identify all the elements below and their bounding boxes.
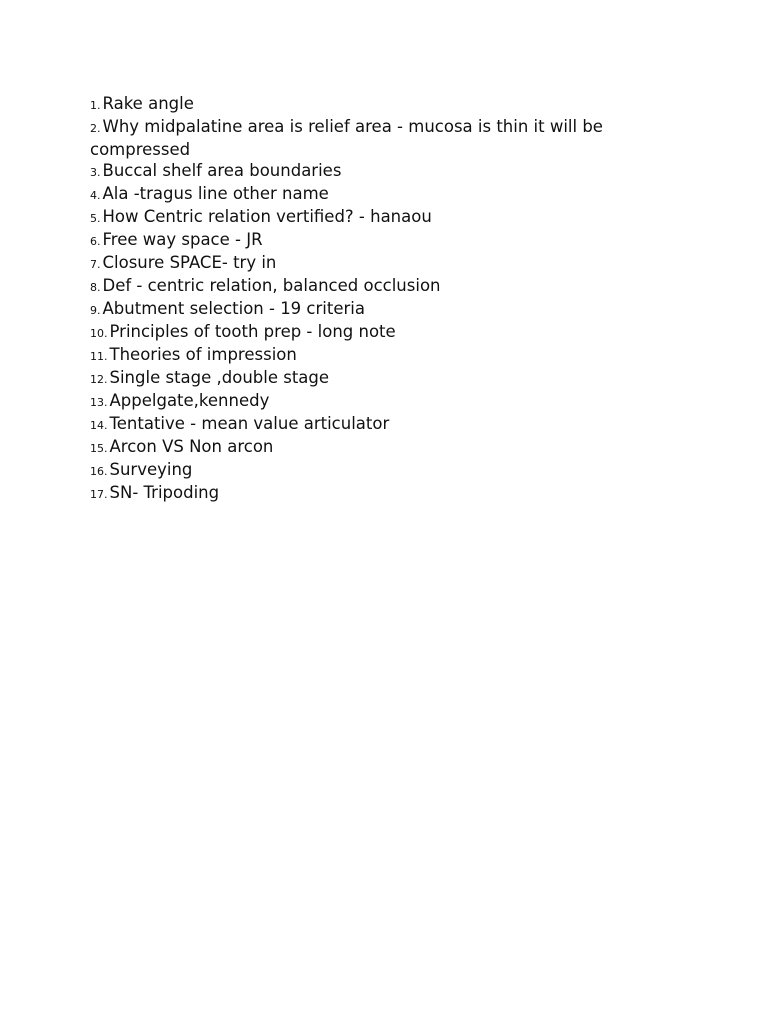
item-text: Theories of impression <box>109 345 297 364</box>
list-item <box>90 183 650 206</box>
item-number: 7. <box>90 258 101 271</box>
item-number: 13. <box>90 396 108 409</box>
item-text: Def - centric relation, balanced occlusion <box>102 276 441 295</box>
item-number: 14. <box>90 419 108 432</box>
list-item <box>90 252 650 275</box>
item-text: How Centric relation vertified? - hanaou <box>102 207 432 226</box>
list-item <box>90 482 650 505</box>
item-text: Appelgate,kennedy <box>109 391 270 410</box>
item-text: Single stage ,double stage <box>109 368 330 387</box>
item-number: 10. <box>90 327 108 340</box>
item-text: Free way space - JR <box>102 230 263 249</box>
item-text: Why midpalatine area is relief area - mucosa is thin it will be compressed <box>90 117 603 159</box>
list-item <box>90 321 650 344</box>
list-item <box>90 93 650 116</box>
item-number: 5. <box>90 212 101 225</box>
item-number: 11. <box>90 350 108 363</box>
list-item <box>90 160 650 183</box>
item-number: 3. <box>90 166 101 179</box>
item-text: Surveying <box>109 460 193 479</box>
item-text: Arcon VS Non arcon <box>109 437 274 456</box>
question-list <box>90 93 650 505</box>
item-number: 16. <box>90 465 108 478</box>
item-text: Tentative - mean value articulator <box>109 414 390 433</box>
list-item <box>90 436 650 459</box>
item-text: Closure SPACE- try in <box>102 253 277 272</box>
list-item <box>90 275 650 298</box>
item-number: 4. <box>90 189 101 202</box>
list-item <box>90 390 650 413</box>
item-number: 6. <box>90 235 101 248</box>
item-text: Buccal shelf area boundaries <box>102 161 342 180</box>
list-item <box>90 116 650 160</box>
item-text: Principles of tooth prep - long note <box>109 322 396 341</box>
list-item <box>90 206 650 229</box>
list-item <box>90 459 650 482</box>
list-item <box>90 298 650 321</box>
list-item <box>90 367 650 390</box>
item-number: 9. <box>90 304 101 317</box>
item-text: SN- Tripoding <box>109 483 220 502</box>
item-number: 15. <box>90 442 108 455</box>
item-number: 1. <box>90 99 101 112</box>
item-number: 2. <box>90 122 101 135</box>
item-text: Abutment selection - 19 criteria <box>102 299 365 318</box>
item-number: 12. <box>90 373 108 386</box>
list-item <box>90 344 650 367</box>
item-text: Rake angle <box>102 94 194 113</box>
item-number: 8. <box>90 281 101 294</box>
list-item <box>90 413 650 436</box>
item-number: 17. <box>90 488 108 501</box>
item-text: Ala -tragus line other name <box>102 184 329 203</box>
list-item <box>90 229 650 252</box>
